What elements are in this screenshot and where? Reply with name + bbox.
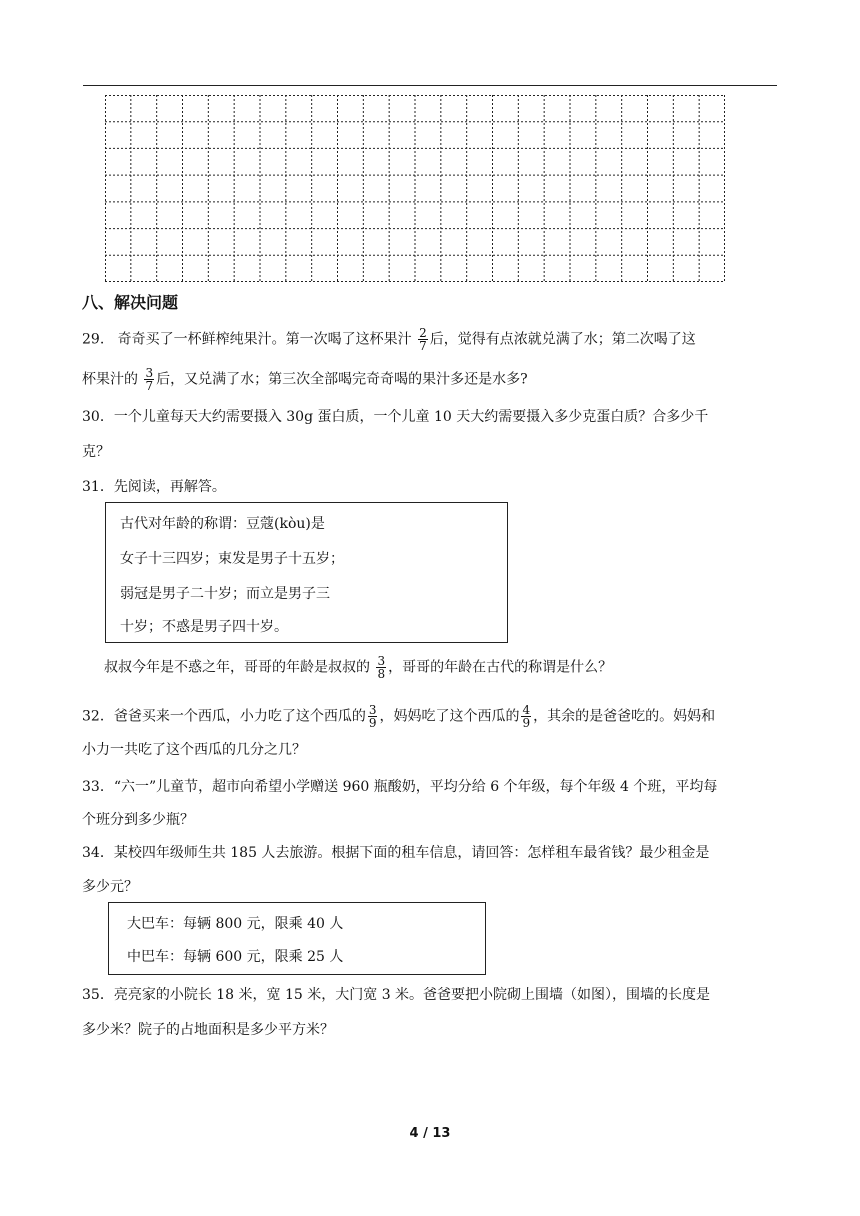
q29-text-d: 后，又兑满了水；第三次全部喝完奇奇喝的果汁多还是水多? <box>156 371 528 388</box>
q34-box-line: 大巴车：每辆 800 元，限乘 40 人 <box>127 916 344 932</box>
q34-line2: 多少元？ <box>82 879 138 895</box>
q32-line2: 小力一共吃了这个西瓜的几分之几？ <box>82 742 306 758</box>
q29-line2 <box>82 367 528 392</box>
section-title: 八、解决问题 <box>82 293 179 312</box>
q32-line1 <box>82 704 715 729</box>
q30-line2: 克？ <box>82 444 110 460</box>
q29-fraction-1: $\frac{2}{7}$ <box>419 326 427 353</box>
q35-line2: 多少米？院子的占地面积是多少平方米？ <box>82 1022 334 1038</box>
q31-info-box <box>105 502 508 643</box>
q32-text-a: 32．爸爸买来一个西瓜，小力吃了这个西瓜的 <box>82 708 366 725</box>
q32-fraction-1: $\frac{3}{9}$ <box>368 703 377 730</box>
writing-grid <box>105 95 725 282</box>
q29-text-c: 杯果汁的 <box>82 371 138 388</box>
q32-fraction-2: $\frac{4}{9}$ <box>522 703 531 730</box>
q31-box-line: 古代对年龄的称谓：豆蔻(kòu)是 <box>120 516 325 532</box>
q33-line1: 33．“六一”儿童节，超市向希望小学赠送 960 瓶酸奶，平均分给 6 个年级，每个年级 4 个班，平均每 <box>82 779 718 795</box>
q29-text-b: 后，觉得有点浓就兑满了水；第二次喝了这 <box>429 331 696 348</box>
q31-line1: 31．先阅读，再解答。 <box>82 479 226 495</box>
q33-line2: 个班分到多少瓶？ <box>82 812 194 828</box>
q32-text-b: ，妈妈吃了这个西瓜的 <box>379 708 520 725</box>
q31-box-line: 弱冠是男子二十岁；而立是男子三 <box>120 586 330 602</box>
q31-question-b: ，哥哥的年龄在古代的称谓是什么？ <box>388 659 613 676</box>
q32-text-c: ，其余的是爸爸吃的。妈妈和 <box>533 708 716 725</box>
q34-box-line: 中巴车：每辆 600 元，限乘 25 人 <box>127 949 344 965</box>
q31-fraction: $\frac{3}{8}$ <box>377 654 386 681</box>
q31-question-a: 叔叔今年是不惑之年，哥哥的年龄是叔叔的 <box>104 659 370 676</box>
q34-line1: 34．某校四年级师生共 185 人去旅游。根据下面的租车信息，请回答：怎样租车最省钱？最少租金是 <box>82 845 710 861</box>
q31-box-line: 女子十三四岁；束发是男子十五岁； <box>120 551 344 567</box>
top-rule <box>83 85 777 86</box>
q31-box-line: 十岁；不惑是男子四十岁。 <box>120 619 288 635</box>
q29-text-a: 奇奇买了一杯鲜榨纯果汁。第一次喝了这杯果汁 <box>117 331 412 348</box>
q29-fraction-2: $\frac{3}{7}$ <box>145 366 154 393</box>
q31-question <box>104 655 612 680</box>
q34-rental-box <box>108 902 486 975</box>
q30-line1: 30．一个儿童每天大约需要摄入 30g 蛋白质，一个儿童 10 天大约需要摄入多少克蛋白质？合多少千 <box>82 409 709 425</box>
q29-line1 <box>82 327 696 352</box>
page-number: 4 / 13 <box>409 1126 451 1141</box>
q29-number: 29. <box>82 331 105 348</box>
q35-line1: 35．亮亮家的小院长 18 米，宽 15 米，大门宽 3 米。爸爸要把小院砌上围墙（如图），围墙的长度是 <box>82 987 711 1003</box>
writing-grid-svg <box>105 95 725 282</box>
